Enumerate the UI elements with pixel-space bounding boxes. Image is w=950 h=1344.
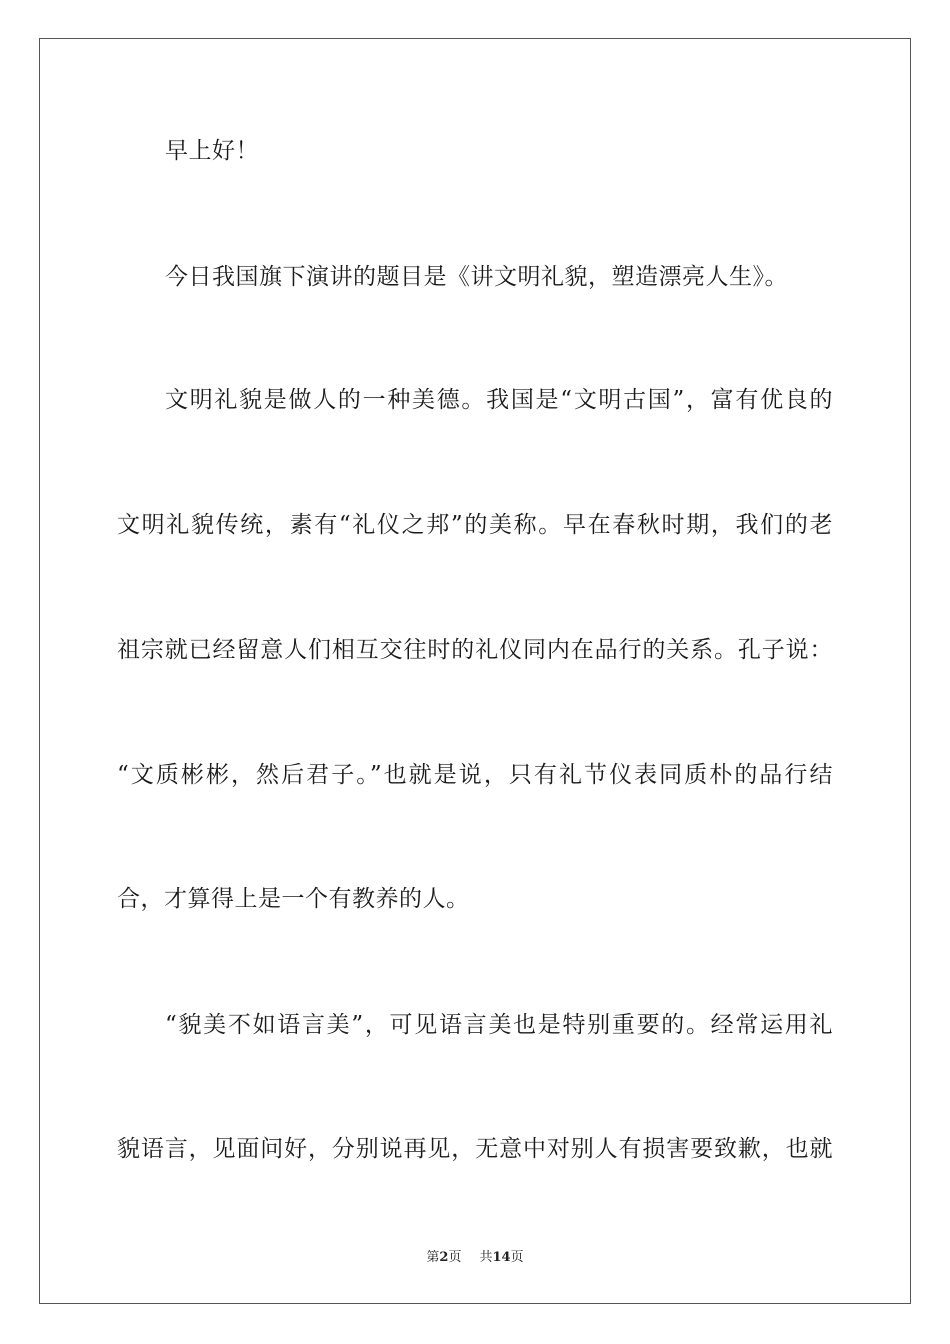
paragraph-line: 文明礼貌传统，素有“礼仪之邦”的美称。早在春秋时期，我们的老	[117, 512, 833, 538]
paragraph-line: 合，才算得上是一个有教养的人。	[117, 886, 470, 912]
paragraph-line-greeting: 早上好！	[165, 138, 259, 164]
paragraph-line-topic: 今日我国旗下演讲的题目是《讲文明礼貌，塑造漂亮人生》。	[165, 264, 788, 290]
total-page-number: 14	[492, 1250, 511, 1265]
page-border	[39, 38, 911, 1304]
paragraph-line: “貌美不如语言美”，可见语言美也是特别重要的。经常运用礼	[165, 1012, 833, 1038]
paragraph-line: 祖宗就已经留意人们相互交往时的礼仪同内在品行的关系。孔子说：	[117, 637, 833, 663]
paragraph-line: “文质彬彬，然后君子。”也就是说，只有礼节仪表同质朴的品行结	[117, 762, 833, 788]
current-page-number: 2	[439, 1250, 449, 1265]
page-suffix: 页	[448, 1250, 462, 1265]
page-prefix: 第	[426, 1250, 440, 1265]
paragraph-line: 貌语言，见面问好，分别说再见，无意中对别人有损害要致歉，也就	[117, 1136, 833, 1162]
paragraph-line: 文明礼貌是做人的一种美德。我国是“文明古国”，富有优良的	[165, 387, 833, 413]
total-suffix: 页	[510, 1250, 524, 1265]
total-prefix: 共	[479, 1250, 493, 1265]
page-number-footer	[0, 1249, 950, 1267]
